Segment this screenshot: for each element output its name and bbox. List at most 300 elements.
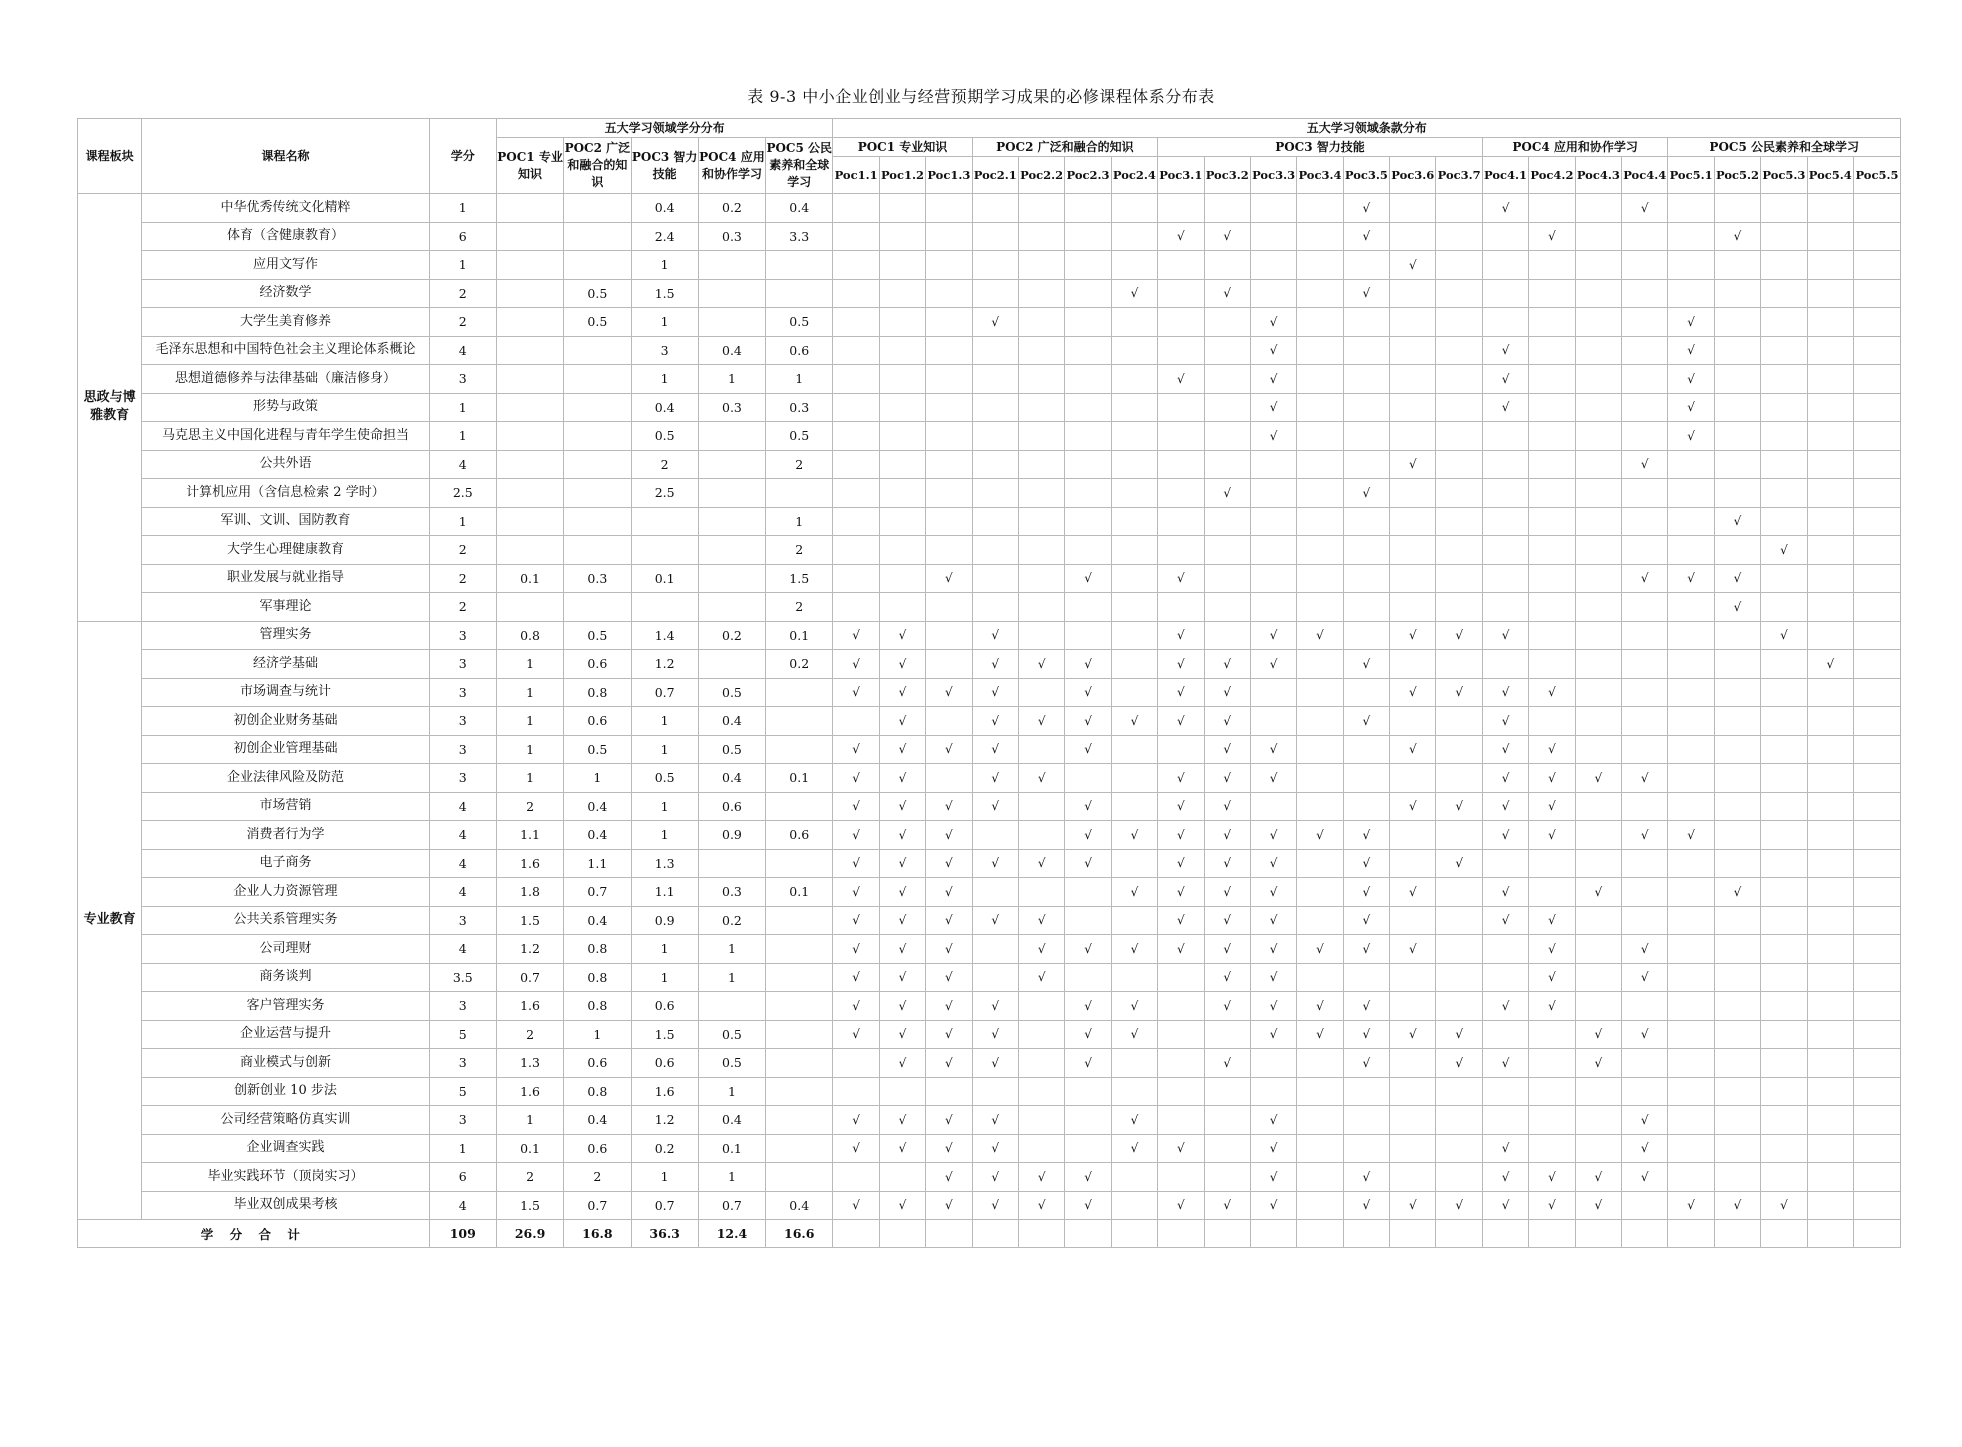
clause-cell bbox=[1575, 536, 1621, 565]
clause-cell bbox=[1065, 222, 1111, 251]
clause-cell bbox=[1668, 621, 1714, 650]
check-mark: √ bbox=[1668, 422, 1714, 451]
header-poc-group-2: POC2 广泛和融合的知识 bbox=[972, 138, 1158, 157]
clause-cell bbox=[1482, 1020, 1528, 1049]
credit-distribution-cell bbox=[766, 963, 833, 992]
clause-cell bbox=[1622, 251, 1668, 280]
course-name: 消费者行为学 bbox=[142, 821, 429, 850]
credit-distribution-cell bbox=[496, 222, 563, 251]
header-poc-group-5: POC5 公民素养和全球学习 bbox=[1668, 138, 1901, 157]
clause-cell bbox=[1807, 878, 1853, 907]
check-mark: √ bbox=[1622, 963, 1668, 992]
check-mark: √ bbox=[1390, 1191, 1436, 1220]
clause-cell bbox=[1018, 536, 1064, 565]
course-credit: 1 bbox=[429, 422, 496, 451]
clause-cell bbox=[833, 536, 879, 565]
check-mark: √ bbox=[1668, 365, 1714, 394]
check-mark: √ bbox=[926, 821, 972, 850]
credit-distribution-cell bbox=[766, 992, 833, 1021]
header-sub-poc1-3: Poc1.3 bbox=[926, 157, 972, 194]
clause-cell bbox=[1343, 764, 1389, 793]
clause-cell bbox=[1158, 1049, 1204, 1078]
clause-cell bbox=[879, 1077, 925, 1106]
course-name: 思想道德修养与法律基础（廉洁修身） bbox=[142, 365, 429, 394]
course-name: 管理实务 bbox=[142, 621, 429, 650]
credit-distribution-cell bbox=[698, 593, 765, 622]
clause-cell bbox=[1482, 308, 1528, 337]
check-mark: √ bbox=[879, 1191, 925, 1220]
clause-cell bbox=[1622, 792, 1668, 821]
check-mark: √ bbox=[833, 1106, 879, 1135]
header-poc-group-1: POC1 专业知识 bbox=[833, 138, 972, 157]
credit-distribution-cell bbox=[496, 251, 563, 280]
check-mark: √ bbox=[972, 621, 1018, 650]
credit-distribution-cell bbox=[766, 1134, 833, 1163]
clause-cell bbox=[1807, 1020, 1853, 1049]
clause-cell bbox=[1018, 593, 1064, 622]
clause-cell bbox=[926, 194, 972, 223]
credit-distribution-cell: 1 bbox=[631, 963, 698, 992]
clause-cell bbox=[1065, 279, 1111, 308]
course-name: 大学生美育修养 bbox=[142, 308, 429, 337]
course-name: 市场调查与统计 bbox=[142, 678, 429, 707]
clause-cell bbox=[1761, 764, 1807, 793]
check-mark: √ bbox=[1390, 735, 1436, 764]
check-mark: √ bbox=[1250, 963, 1296, 992]
clause-cell bbox=[1807, 450, 1853, 479]
credit-distribution-cell: 0.6 bbox=[564, 1134, 631, 1163]
check-mark: √ bbox=[1158, 935, 1204, 964]
check-mark: √ bbox=[1622, 1020, 1668, 1049]
check-mark: √ bbox=[1065, 1191, 1111, 1220]
clause-cell bbox=[1111, 792, 1157, 821]
check-mark: √ bbox=[1065, 1163, 1111, 1192]
clause-cell bbox=[1853, 393, 1900, 422]
credit-distribution-cell bbox=[766, 849, 833, 878]
clause-cell bbox=[1158, 479, 1204, 508]
clause-cell bbox=[1297, 365, 1343, 394]
clause-cell bbox=[1204, 450, 1250, 479]
clause-cell bbox=[1297, 963, 1343, 992]
check-mark: √ bbox=[1065, 935, 1111, 964]
clause-cell bbox=[1390, 906, 1436, 935]
check-mark: √ bbox=[926, 1049, 972, 1078]
table-row bbox=[78, 1020, 1901, 1049]
clause-cell bbox=[972, 878, 1018, 907]
clause-cell bbox=[1622, 707, 1668, 736]
clause-cell bbox=[1853, 707, 1900, 736]
credit-distribution-cell: 1.6 bbox=[631, 1077, 698, 1106]
credit-distribution-cell bbox=[698, 536, 765, 565]
clause-cell bbox=[926, 336, 972, 365]
clause-cell bbox=[1436, 593, 1482, 622]
check-mark: √ bbox=[1204, 279, 1250, 308]
clause-cell bbox=[1807, 222, 1853, 251]
clause-cell bbox=[1390, 821, 1436, 850]
clause-cell bbox=[833, 308, 879, 337]
clause-cell bbox=[1575, 621, 1621, 650]
clause-cell bbox=[1297, 707, 1343, 736]
header-sub-poc1-1: Poc1.1 bbox=[833, 157, 879, 194]
header-sub-poc3-5: Poc3.5 bbox=[1343, 157, 1389, 194]
clause-cell bbox=[1297, 792, 1343, 821]
clause-cell bbox=[1668, 536, 1714, 565]
clause-cell bbox=[1529, 393, 1575, 422]
course-credit: 6 bbox=[429, 1163, 496, 1192]
credit-distribution-cell: 0.3 bbox=[698, 393, 765, 422]
clause-cell bbox=[879, 279, 925, 308]
table-row bbox=[78, 735, 1901, 764]
check-mark: √ bbox=[879, 764, 925, 793]
clause-cell bbox=[1761, 849, 1807, 878]
check-mark: √ bbox=[926, 735, 972, 764]
clause-cell bbox=[1807, 507, 1853, 536]
header-poc-credit-3: POC3 智力技能 bbox=[631, 138, 698, 194]
clause-cell bbox=[1853, 279, 1900, 308]
clause-cell bbox=[1436, 1077, 1482, 1106]
check-mark: √ bbox=[1390, 1020, 1436, 1049]
clause-cell bbox=[1065, 764, 1111, 793]
check-mark: √ bbox=[1482, 792, 1528, 821]
credit-distribution-cell bbox=[766, 251, 833, 280]
check-mark: √ bbox=[1204, 906, 1250, 935]
course-credit: 6 bbox=[429, 222, 496, 251]
course-name: 毛泽东思想和中国特色社会主义理论体系概论 bbox=[142, 336, 429, 365]
clause-cell bbox=[1529, 849, 1575, 878]
clause-cell bbox=[1668, 849, 1714, 878]
clause-cell bbox=[926, 593, 972, 622]
course-credit: 1 bbox=[429, 251, 496, 280]
clause-cell bbox=[1807, 963, 1853, 992]
totals-empty-cell bbox=[1343, 1220, 1389, 1248]
header-poc-group-4: POC4 应用和协作学习 bbox=[1482, 138, 1668, 157]
check-mark: √ bbox=[1482, 764, 1528, 793]
clause-cell bbox=[1018, 450, 1064, 479]
check-mark: √ bbox=[1297, 935, 1343, 964]
check-mark: √ bbox=[1111, 279, 1157, 308]
totals-empty-cell bbox=[833, 1220, 879, 1248]
check-mark: √ bbox=[1622, 1163, 1668, 1192]
credit-distribution-cell bbox=[564, 593, 631, 622]
totals-empty-cell bbox=[1390, 1220, 1436, 1248]
check-mark: √ bbox=[1343, 479, 1389, 508]
check-mark: √ bbox=[833, 650, 879, 679]
clause-cell bbox=[1668, 707, 1714, 736]
check-mark: √ bbox=[1529, 935, 1575, 964]
totals-empty-cell bbox=[1018, 1220, 1064, 1248]
clause-cell bbox=[1390, 707, 1436, 736]
check-mark: √ bbox=[1482, 878, 1528, 907]
clause-cell bbox=[1111, 1049, 1157, 1078]
totals-distribution: 16.8 bbox=[564, 1220, 631, 1248]
clause-cell bbox=[1158, 1106, 1204, 1135]
check-mark: √ bbox=[1018, 906, 1064, 935]
clause-cell bbox=[1807, 393, 1853, 422]
header-sub-poc4-3: Poc4.3 bbox=[1575, 157, 1621, 194]
check-mark: √ bbox=[1065, 735, 1111, 764]
credit-distribution-cell: 0.4 bbox=[766, 194, 833, 223]
credit-distribution-cell: 0.1 bbox=[766, 764, 833, 793]
clause-cell bbox=[1065, 1077, 1111, 1106]
clause-cell bbox=[1390, 422, 1436, 451]
check-mark: √ bbox=[1436, 849, 1482, 878]
clause-cell bbox=[1761, 1163, 1807, 1192]
clause-cell bbox=[972, 564, 1018, 593]
table-row bbox=[78, 564, 1901, 593]
clause-cell bbox=[1668, 507, 1714, 536]
clause-cell bbox=[1575, 735, 1621, 764]
course-name: 公司经营策略仿真实训 bbox=[142, 1106, 429, 1135]
credit-distribution-cell bbox=[496, 593, 563, 622]
check-mark: √ bbox=[879, 963, 925, 992]
header-sub-poc5-1: Poc5.1 bbox=[1668, 157, 1714, 194]
header-sub-poc1-2: Poc1.2 bbox=[879, 157, 925, 194]
clause-cell bbox=[1018, 821, 1064, 850]
credit-distribution-cell: 0.4 bbox=[631, 393, 698, 422]
clause-cell bbox=[1297, 878, 1343, 907]
credit-distribution-cell: 0.3 bbox=[766, 393, 833, 422]
clause-cell bbox=[1436, 735, 1482, 764]
clause-cell bbox=[1853, 479, 1900, 508]
clause-cell bbox=[1297, 564, 1343, 593]
clause-cell bbox=[926, 308, 972, 337]
clause-cell bbox=[1482, 536, 1528, 565]
check-mark: √ bbox=[879, 821, 925, 850]
clause-cell bbox=[1018, 878, 1064, 907]
clause-cell bbox=[1807, 1106, 1853, 1135]
clause-cell bbox=[1436, 222, 1482, 251]
clause-cell bbox=[1761, 735, 1807, 764]
clause-cell bbox=[1111, 393, 1157, 422]
clause-cell bbox=[1853, 1049, 1900, 1078]
clause-cell bbox=[1853, 963, 1900, 992]
header-sub-poc3-6: Poc3.6 bbox=[1390, 157, 1436, 194]
check-mark: √ bbox=[833, 821, 879, 850]
clause-cell bbox=[1668, 906, 1714, 935]
table-row bbox=[78, 935, 1901, 964]
credit-distribution-cell bbox=[564, 194, 631, 223]
totals-empty-cell bbox=[1575, 1220, 1621, 1248]
credit-distribution-cell: 1.5 bbox=[631, 279, 698, 308]
clause-cell bbox=[1111, 1163, 1157, 1192]
check-mark: √ bbox=[1436, 1049, 1482, 1078]
clause-cell bbox=[1575, 422, 1621, 451]
clause-cell bbox=[1250, 251, 1296, 280]
clause-cell bbox=[1204, 1106, 1250, 1135]
check-mark: √ bbox=[1204, 792, 1250, 821]
check-mark: √ bbox=[1482, 1049, 1528, 1078]
totals-empty-cell bbox=[1111, 1220, 1157, 1248]
course-credit: 2 bbox=[429, 593, 496, 622]
check-mark: √ bbox=[926, 906, 972, 935]
clause-cell bbox=[1575, 593, 1621, 622]
check-mark: √ bbox=[926, 1163, 972, 1192]
clause-cell bbox=[1297, 1134, 1343, 1163]
totals-empty-cell bbox=[1204, 1220, 1250, 1248]
clause-cell bbox=[1714, 735, 1760, 764]
credit-distribution-cell: 0.2 bbox=[631, 1134, 698, 1163]
clause-cell bbox=[1853, 365, 1900, 394]
header-poc-credit-1: POC1 专业知识 bbox=[496, 138, 563, 194]
clause-cell bbox=[1714, 308, 1760, 337]
clause-cell bbox=[1158, 194, 1204, 223]
header-sub-poc4-1: Poc4.1 bbox=[1482, 157, 1528, 194]
check-mark: √ bbox=[1158, 678, 1204, 707]
check-mark: √ bbox=[1204, 849, 1250, 878]
table-row bbox=[78, 1049, 1901, 1078]
clause-cell bbox=[1297, 479, 1343, 508]
clause-cell bbox=[1111, 536, 1157, 565]
clause-cell bbox=[833, 564, 879, 593]
credit-distribution-cell: 0.2 bbox=[766, 650, 833, 679]
credit-distribution-cell: 0.3 bbox=[698, 878, 765, 907]
clause-cell bbox=[1853, 735, 1900, 764]
clause-cell bbox=[1714, 1049, 1760, 1078]
clause-cell bbox=[1622, 365, 1668, 394]
credit-distribution-cell: 0.5 bbox=[766, 308, 833, 337]
clause-cell bbox=[1714, 450, 1760, 479]
check-mark: √ bbox=[926, 1106, 972, 1135]
clause-cell bbox=[1158, 963, 1204, 992]
clause-cell bbox=[1204, 1077, 1250, 1106]
clause-cell bbox=[1018, 222, 1064, 251]
check-mark: √ bbox=[1575, 1191, 1621, 1220]
table-row bbox=[78, 1191, 1901, 1220]
header-sub-poc2-4: Poc2.4 bbox=[1111, 157, 1157, 194]
credit-distribution-cell: 1 bbox=[496, 764, 563, 793]
credit-distribution-cell bbox=[564, 450, 631, 479]
clause-cell bbox=[1575, 564, 1621, 593]
clause-cell bbox=[1853, 1077, 1900, 1106]
check-mark: √ bbox=[1482, 678, 1528, 707]
totals-label: 学 分 合 计 bbox=[78, 1220, 430, 1248]
check-mark: √ bbox=[926, 678, 972, 707]
clause-cell bbox=[1436, 422, 1482, 451]
clause-cell bbox=[1668, 222, 1714, 251]
credit-distribution-cell: 0.5 bbox=[698, 678, 765, 707]
clause-cell bbox=[1436, 1106, 1482, 1135]
header-sub-poc5-3: Poc5.3 bbox=[1761, 157, 1807, 194]
check-mark: √ bbox=[1343, 194, 1389, 223]
check-mark: √ bbox=[1714, 1191, 1760, 1220]
clause-cell bbox=[1761, 1049, 1807, 1078]
course-name: 初创企业财务基础 bbox=[142, 707, 429, 736]
check-mark: √ bbox=[926, 792, 972, 821]
check-mark: √ bbox=[1575, 878, 1621, 907]
clause-cell bbox=[1390, 593, 1436, 622]
clause-cell bbox=[1529, 251, 1575, 280]
clause-cell bbox=[1482, 1106, 1528, 1135]
clause-cell bbox=[1807, 194, 1853, 223]
clause-cell bbox=[1529, 1049, 1575, 1078]
check-mark: √ bbox=[1018, 849, 1064, 878]
clause-cell bbox=[879, 336, 925, 365]
credit-distribution-cell bbox=[698, 308, 765, 337]
check-mark: √ bbox=[1158, 621, 1204, 650]
clause-cell bbox=[1250, 222, 1296, 251]
clause-cell bbox=[1343, 1106, 1389, 1135]
table-row bbox=[78, 251, 1901, 280]
clause-cell bbox=[879, 536, 925, 565]
clause-cell bbox=[1622, 1191, 1668, 1220]
check-mark: √ bbox=[879, 1049, 925, 1078]
check-mark: √ bbox=[1622, 1106, 1668, 1135]
check-mark: √ bbox=[1204, 735, 1250, 764]
clause-cell bbox=[1714, 1020, 1760, 1049]
clause-cell bbox=[972, 222, 1018, 251]
check-mark: √ bbox=[1297, 992, 1343, 1021]
clause-cell bbox=[1807, 251, 1853, 280]
clause-cell bbox=[1018, 507, 1064, 536]
clause-cell bbox=[1482, 963, 1528, 992]
clause-cell bbox=[1529, 479, 1575, 508]
totals-credit: 109 bbox=[429, 1220, 496, 1248]
table-row bbox=[78, 450, 1901, 479]
check-mark: √ bbox=[1018, 935, 1064, 964]
clause-cell bbox=[1390, 536, 1436, 565]
credit-distribution-cell: 1 bbox=[698, 935, 765, 964]
check-mark: √ bbox=[1250, 821, 1296, 850]
clause-cell bbox=[1575, 194, 1621, 223]
check-mark: √ bbox=[833, 963, 879, 992]
clause-cell bbox=[879, 422, 925, 451]
clause-cell bbox=[1436, 194, 1482, 223]
clause-cell bbox=[1761, 1106, 1807, 1135]
totals-row bbox=[78, 1220, 1901, 1248]
clause-cell bbox=[1436, 650, 1482, 679]
clause-cell bbox=[1853, 593, 1900, 622]
check-mark: √ bbox=[1482, 1134, 1528, 1163]
clause-cell bbox=[1018, 194, 1064, 223]
check-mark: √ bbox=[926, 1191, 972, 1220]
clause-cell bbox=[1343, 1077, 1389, 1106]
clause-cell bbox=[1807, 1163, 1853, 1192]
clause-cell bbox=[1761, 821, 1807, 850]
credit-distribution-cell: 0.4 bbox=[698, 1106, 765, 1135]
credit-distribution-cell: 0.7 bbox=[631, 1191, 698, 1220]
check-mark: √ bbox=[1529, 992, 1575, 1021]
course-distribution-table bbox=[77, 118, 1901, 1248]
course-credit: 4 bbox=[429, 849, 496, 878]
clause-cell bbox=[1529, 279, 1575, 308]
course-name: 电子商务 bbox=[142, 849, 429, 878]
clause-cell bbox=[1436, 1134, 1482, 1163]
clause-cell bbox=[926, 1077, 972, 1106]
clause-cell bbox=[1250, 507, 1296, 536]
clause-cell bbox=[1529, 194, 1575, 223]
credit-distribution-cell: 1.1 bbox=[631, 878, 698, 907]
credit-distribution-cell: 0.5 bbox=[564, 621, 631, 650]
credit-distribution-cell: 1.5 bbox=[766, 564, 833, 593]
clause-cell bbox=[1065, 422, 1111, 451]
check-mark: √ bbox=[1482, 906, 1528, 935]
clause-cell bbox=[1575, 365, 1621, 394]
clause-cell bbox=[1575, 963, 1621, 992]
check-mark: √ bbox=[1250, 1134, 1296, 1163]
check-mark: √ bbox=[1065, 821, 1111, 850]
clause-cell bbox=[1018, 251, 1064, 280]
check-mark: √ bbox=[1390, 251, 1436, 280]
check-mark: √ bbox=[972, 906, 1018, 935]
credit-distribution-cell bbox=[496, 194, 563, 223]
clause-cell bbox=[1018, 678, 1064, 707]
clause-cell bbox=[1158, 336, 1204, 365]
credit-distribution-cell bbox=[766, 1106, 833, 1135]
clause-cell bbox=[1250, 279, 1296, 308]
clause-cell bbox=[1761, 222, 1807, 251]
check-mark: √ bbox=[1297, 621, 1343, 650]
check-mark: √ bbox=[1250, 365, 1296, 394]
